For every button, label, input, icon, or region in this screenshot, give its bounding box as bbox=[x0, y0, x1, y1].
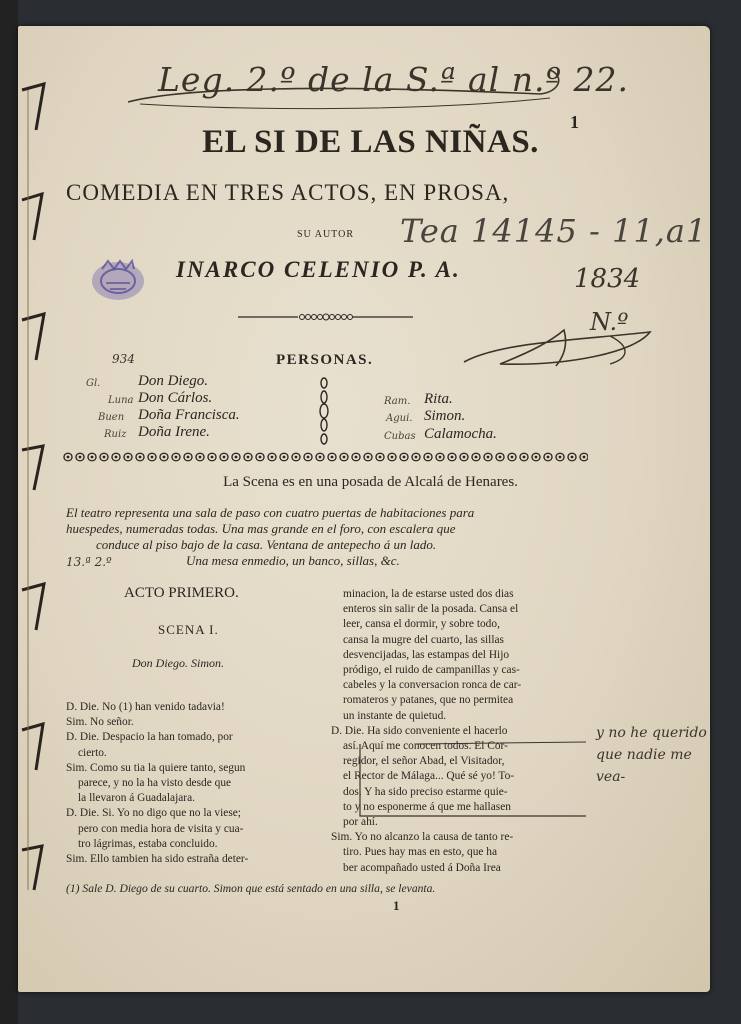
description-line: conduce al piso bajo de la casa. Ventana de antepecho á un lado. bbox=[96, 537, 437, 552]
character-name: Simon. bbox=[424, 408, 466, 424]
dialogue-line: Sim. Como su tia la quiere tanto, segun bbox=[66, 761, 246, 774]
play-subtitle: COMEDIA EN TRES ACTOS, EN PROSA, bbox=[66, 180, 510, 205]
cast-annotation: Agui. bbox=[386, 413, 413, 424]
scene-characters: Don Diego. Simon. bbox=[132, 656, 224, 670]
dialogue-line: D. Die. Ha sido conveniente el hacerlo bbox=[331, 724, 508, 737]
personas-divider bbox=[318, 377, 330, 445]
dialogue-line: D. Die. No (1) han venido tadavia! bbox=[66, 701, 225, 713]
margin-annotation-line: y no he querido bbox=[596, 725, 707, 741]
dialogue-line: to y no esponerme á que me hallasen bbox=[343, 800, 511, 813]
dialogue-line: D. Die. Si. Yo no digo que no la viese; bbox=[66, 807, 241, 820]
decorative-border-rule bbox=[62, 450, 588, 464]
dialogue-line: Sim. Ello tambien ha sido estraña deter- bbox=[66, 853, 249, 866]
dialogue-line: cansa la mugre del cuarto, las sillas bbox=[343, 633, 504, 646]
margin-annotation-line: que nadie me bbox=[596, 747, 692, 763]
year-annotation: 1834 bbox=[574, 264, 641, 294]
dialogue-line: desvencijadas, las estampas del Hijo bbox=[343, 648, 510, 661]
character-name: Doña Irene. bbox=[138, 424, 210, 440]
footnote: (1) Sale D. Diego de su cuarto. Simon que está sentado en una silla, se levanta. bbox=[66, 882, 436, 895]
legajo-annotation: Leg. 2.º de la S.ª al n.º 22. bbox=[158, 60, 629, 99]
cast-annotation: Cubas bbox=[384, 431, 416, 442]
author-name: INARCO CELENIO P. A. bbox=[176, 257, 461, 282]
set-description bbox=[66, 505, 586, 569]
dialogue-line: pródigo, el ruido de campanillas y cas- bbox=[343, 664, 520, 677]
dialogue-column-right bbox=[331, 587, 521, 876]
character-name: Calamocha. bbox=[424, 426, 497, 442]
personas-top-annotation: 934 bbox=[112, 352, 135, 366]
number-mark-annotation: N.º bbox=[590, 308, 629, 336]
description-line: Una mesa enmedio, un banco, sillas, &c. bbox=[186, 553, 400, 568]
dialogue-line: ber acompañado usted á Doña Irea bbox=[343, 861, 501, 874]
dialogue-line: romateros y patanes, que no permitea bbox=[343, 694, 514, 707]
library-stamp bbox=[88, 257, 148, 303]
handwritten-flourish bbox=[460, 322, 660, 372]
dialogue-line: minacion, la de estarse usted dos dias bbox=[343, 588, 514, 600]
dialogue-line: Sim. No señor. bbox=[66, 716, 134, 729]
dialogue-line: dos. Y ha sido preciso estarme quie- bbox=[343, 785, 508, 798]
scene-location: La Scena es en una posada de Alcalá de Henares. bbox=[223, 474, 518, 490]
dialogue-column-left bbox=[66, 700, 248, 867]
dialogue-line: regidor, el señor Abad, el Visitador, bbox=[343, 755, 505, 768]
character-name: Don Diego. bbox=[138, 373, 208, 389]
description-line: huespedes, numeradas todas. Una mas grande en el foro, con escalera que bbox=[66, 521, 456, 536]
dialogue-line: un instante de quietud. bbox=[343, 709, 447, 722]
ornament-rule bbox=[238, 311, 413, 323]
dialogue-line: el Rector de Málaga... Qué sé yo! To- bbox=[343, 770, 515, 783]
scene-heading: SCENA I. bbox=[158, 622, 219, 637]
dialogue-line: Sim. Yo no alcanzo la causa de tanto re- bbox=[331, 831, 514, 844]
cast-annotation: Ruiz bbox=[104, 429, 127, 440]
corner-page-mark: 1 bbox=[570, 112, 579, 132]
dialogue-line: por ahí. bbox=[343, 816, 378, 829]
dialogue-line: pero con media hora de visita y cua- bbox=[78, 822, 244, 835]
dialogue-line: enteros sin salir de la posada. Cansa el bbox=[343, 603, 519, 616]
dialogue-line: cabeles y la conversacion ronca de car- bbox=[343, 679, 522, 692]
cast-annotation: Gl. bbox=[86, 378, 101, 389]
dialogue-line: parece, y no la ha visto desde que bbox=[78, 777, 232, 790]
personas-heading: PERSONAS. bbox=[276, 352, 374, 368]
handwritten-bracket bbox=[356, 738, 596, 820]
description-annotation: 13.ª 2.º bbox=[66, 555, 112, 569]
dialogue-line: leer, cansa el dormir, y sobre todo, bbox=[343, 618, 500, 631]
dialogue-line: D. Die. Despacio la han tomado, por bbox=[66, 731, 233, 744]
dialogue-line: la llevaron á Guadalajara. bbox=[78, 792, 196, 805]
character-name: Don Cárlos. bbox=[138, 390, 213, 406]
cast-annotation: Luna bbox=[108, 395, 134, 406]
dialogue-line: tro lágrimas, estaba concluido. bbox=[78, 837, 218, 850]
shelfmark-annotation: Tea 14145 - 11,a1 bbox=[400, 212, 708, 250]
page-number: 1 bbox=[393, 898, 400, 913]
act-heading: ACTO PRIMERO. bbox=[124, 585, 239, 601]
su-autor-label: SU AUTOR bbox=[297, 229, 354, 240]
character-name: Doña Francisca. bbox=[138, 407, 240, 423]
margin-annotation bbox=[596, 722, 707, 788]
dialogue-line: así. Aquí me conocen todos. El Cor- bbox=[343, 740, 508, 753]
dialogue-line: tiro. Pues hay mas en esto, que ha bbox=[343, 846, 498, 859]
cast-annotation: Buen bbox=[98, 412, 125, 423]
cast-annotation: Ram. bbox=[384, 396, 411, 407]
dialogue-line: cierto. bbox=[78, 746, 107, 759]
character-name: Rita. bbox=[424, 391, 453, 407]
description-line: El teatro representa una sala de paso con cuatro puertas de habitaciones para bbox=[66, 505, 475, 520]
margin-annotation-line: vea- bbox=[596, 769, 626, 785]
play-title: EL SI DE LAS NIÑAS. bbox=[202, 124, 539, 160]
